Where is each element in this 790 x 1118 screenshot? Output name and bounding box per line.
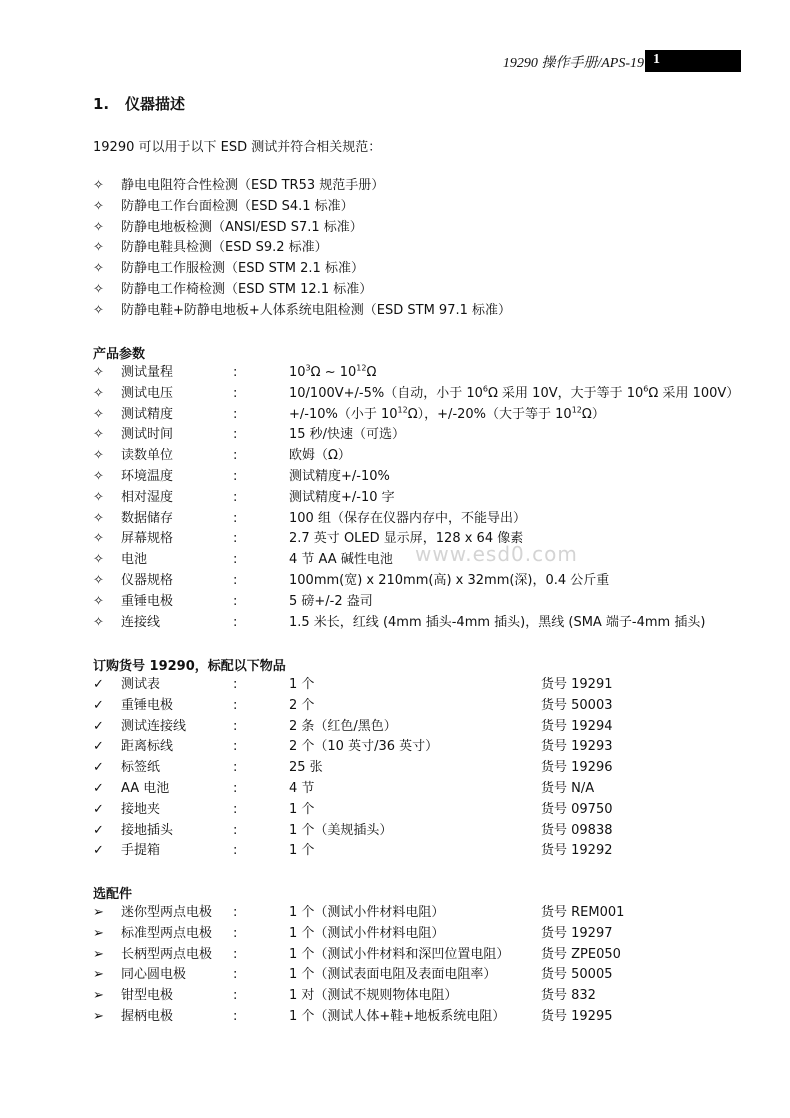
spec-row [93,509,753,530]
check-icon: ✓ [93,697,104,713]
diamond-bullet-icon: ✧ [93,219,104,235]
colon: : [233,677,238,692]
list-item [93,176,753,197]
item-quantity: 1 个（测试小件材料电阻） [289,925,445,941]
spec-label: 相对湿度 [121,489,174,505]
colon: : [233,739,238,755]
colon: : [233,697,238,713]
section-title: 仪器描述 [125,95,186,113]
arrow-bullet-icon: ➢ [93,988,104,1004]
colon: : [233,593,238,609]
list-item [93,280,753,301]
spec-value-part: 10 [289,365,306,380]
arrow-bullet-icon: ➢ [93,905,104,920]
item-quantity: 2 个 [289,697,315,713]
list-item [93,218,753,239]
part-number: 货号 19297 [541,925,613,941]
diamond-bullet-icon: ✧ [93,468,104,484]
colon: : [233,988,238,1004]
page-number-box [645,50,741,72]
colon: : [233,427,238,443]
spec-label: 测试时间 [121,427,174,443]
diamond-bullet-icon: ✧ [93,406,104,422]
part-number: 货号 09750 [541,801,613,817]
item-quantity: 1 个 [289,677,315,692]
check-icon: ✓ [93,801,104,817]
item-name: 钳型电极 [121,988,174,1004]
part-number: 货号 50005 [541,967,613,983]
item-quantity: 1 个（美规插头） [289,822,393,838]
part-number: 货号 09838 [541,822,613,838]
item-name: 距离标线 [121,739,174,755]
colon: : [233,531,238,547]
diamond-bullet-icon: ✧ [93,614,104,630]
spec-label: 测试电压 [121,385,174,401]
colon: : [233,780,238,796]
spec-exponent: 12 [397,405,408,415]
item-name: 测试表 [121,677,161,692]
colon: : [233,406,238,422]
part-number: 货号 ZPE050 [541,946,621,962]
table-row [93,986,753,1007]
colon: : [233,552,238,568]
spec-value-part: Ω [366,365,377,380]
applications-list [93,176,753,322]
diamond-bullet-icon: ✧ [93,427,104,443]
spec-value-part: Ω） [581,406,605,422]
item-quantity: 4 节 [289,780,315,796]
spec-value [289,613,705,634]
item-quantity: 2 条（红色/黑色） [289,718,397,734]
spec-value-part: 测试精度+/-10% [289,468,390,484]
spec-exponent: 3 [305,363,311,373]
diamond-bullet-icon: ✧ [93,178,104,193]
item-quantity: 1 个 [289,801,315,817]
item-quantity: 1 个 [289,843,315,859]
item-text: 防静电工作服检测（ESD STM 2.1 标准） [121,261,364,277]
part-number: 货号 19291 [541,677,613,692]
colon: : [233,510,238,526]
spec-label: 电池 [121,552,148,568]
section-number: 1. [93,95,110,113]
diamond-bullet-icon: ✧ [93,385,104,401]
spec-label: 连接线 [121,614,161,630]
item-name: 重锤电极 [121,697,174,713]
spec-value [289,509,526,530]
part-number: 货号 50003 [541,697,613,713]
check-icon: ✓ [93,822,104,838]
item-quantity: 25 张 [289,760,323,776]
standard-items-heading: 订购货号 19290，标配以下物品 [93,659,286,674]
check-icon: ✓ [93,780,104,796]
spec-value [289,550,393,571]
table-row [93,675,753,696]
item-name: 标准型两点电极 [121,925,213,941]
part-number: 货号 19293 [541,739,613,755]
colon: : [233,843,238,859]
spec-value-part: Ω 采用 10V，大于等于 10 [487,385,644,401]
item-name: 迷你型两点电极 [121,905,213,920]
table-row [93,841,753,862]
spec-value-part: 15 秒/快速（可选） [289,427,406,443]
spec-label: 测试精度 [121,406,174,422]
list-item [93,238,753,259]
list-item [93,259,753,280]
colon: : [233,468,238,484]
diamond-bullet-icon: ✧ [93,198,104,214]
item-name: 握柄电极 [121,1008,174,1024]
colon: : [233,925,238,941]
spec-value [289,425,405,446]
diamond-bullet-icon: ✧ [93,510,104,526]
check-icon: ✓ [93,843,104,859]
arrow-bullet-icon: ➢ [93,967,104,983]
spec-value-part: Ω），+/-20%（大于等于 10 [407,406,572,422]
spec-value-part: 100 组（保存在仪器内存中，不能导出） [289,510,526,526]
item-text: 防静电工作椅检测（ESD STM 12.1 标准） [121,281,373,297]
table-row [93,924,753,945]
page-header [0,50,790,72]
check-icon: ✓ [93,739,104,755]
diamond-bullet-icon: ✧ [93,531,104,547]
table-row [93,1007,753,1028]
item-quantity: 1 个（测试人体+鞋+地板系统电阻） [289,1008,506,1024]
item-name: 接地插头 [121,822,174,838]
item-text: 防静电鞋+防静电地板+人体系统电阻检测（ESD STM 97.1 标准） [121,302,512,318]
spec-exponent: 6 [482,384,488,394]
item-quantity: 1 对（测试不规则物体电阻） [289,988,458,1004]
item-quantity: 1 个（测试小件材料和深凹位置电阻） [289,946,510,962]
item-text: 静电电阻符合性检测（ESD TR53 规范手册） [121,178,385,193]
section-heading [93,93,185,114]
colon: : [233,489,238,505]
arrow-bullet-icon: ➢ [93,946,104,962]
spec-value [289,592,373,613]
colon: : [233,822,238,838]
intro-text: 19290 可以用于以下 ESD 测试并符合相关规范： [93,140,382,155]
spec-value [289,571,609,592]
arrow-bullet-icon: ➢ [93,1008,104,1024]
spec-value-part: 5 磅+/-2 盎司 [289,593,373,609]
spec-value-part: 2.7 英寸 OLED 显示屏，128 x 64 像素 [289,531,524,547]
table-row [93,779,753,800]
part-number: 货号 REM001 [541,905,625,920]
diamond-bullet-icon: ✧ [93,302,104,318]
diamond-bullet-icon: ✧ [93,448,104,464]
spec-row [93,592,753,613]
colon: : [233,572,238,588]
spec-value [289,363,376,384]
colon: : [233,1008,238,1024]
spec-value-part: 100mm(宽) x 210mm(高) x 32mm(深)，0.4 公斤重 [289,572,610,588]
options-table [93,903,753,1028]
spec-value [289,384,739,405]
diamond-bullet-icon: ✧ [93,552,104,568]
spec-label: 读数单位 [121,448,174,464]
specs-heading: 产品参数 [93,347,146,362]
part-number: 货号 19295 [541,1008,613,1024]
spec-exponent: 12 [356,363,367,373]
spec-value-part: 测试精度+/-10 字 [289,489,395,505]
part-number: 货号 19296 [541,760,613,776]
colon: : [233,365,238,380]
table-row [93,945,753,966]
spec-row [93,467,753,488]
options-heading: 选配件 [93,887,133,902]
check-icon: ✓ [93,760,104,776]
colon: : [233,385,238,401]
table-row [93,737,753,758]
list-item [93,197,753,218]
spec-value-part: 1.5 米长，红线 (4mm 插头-4mm 插头)，黑线 (SMA 端子-4mm 插头) [289,614,706,630]
part-number: 货号 832 [541,988,596,1004]
item-name: 测试连接线 [121,718,187,734]
spec-row [93,405,753,426]
spec-label: 数据储存 [121,510,174,526]
spec-row [93,425,753,446]
item-name: 标签纸 [121,760,161,776]
spec-value-part: Ω ~ 10 [310,365,357,380]
item-text: 防静电地板检测（ANSI/ESD S7.1 标准） [121,219,363,235]
spec-row [93,384,753,405]
table-row [93,903,753,924]
list-item [93,301,753,322]
part-number: 货号 19292 [541,843,613,859]
part-number: 货号 N/A [541,780,595,796]
diamond-bullet-icon: ✧ [93,240,104,256]
check-icon: ✓ [93,677,104,692]
table-row [93,821,753,842]
spec-value-part: 4 节 AA 碱性电池 [289,552,393,568]
specs-table [93,363,753,633]
spec-row [93,488,753,509]
diamond-bullet-icon: ✧ [93,281,104,297]
item-name: AA 电池 [121,780,170,796]
diamond-bullet-icon: ✧ [93,489,104,505]
item-quantity: 1 个（测试表面电阻及表面电阻率） [289,967,497,983]
item-name: 长柄型两点电极 [121,946,213,962]
colon: : [233,448,238,464]
item-name: 接地夹 [121,801,161,817]
spec-row [93,613,753,634]
diamond-bullet-icon: ✧ [93,365,104,380]
table-row [93,717,753,738]
spec-row [93,571,753,592]
colon: : [233,614,238,630]
page-number: 1 [653,52,660,67]
spec-value-part: 10/100V+/-5%（自动，小于 10 [289,385,483,401]
arrow-bullet-icon: ➢ [93,925,104,941]
diamond-bullet-icon: ✧ [93,572,104,588]
item-quantity: 2 个（10 英寸/36 英寸） [289,739,439,755]
manual-title: 19290 操作手册/APS-19 [502,56,644,71]
spec-row [93,363,753,384]
item-text: 防静电鞋具检测（ESD S9.2 标准） [121,240,328,256]
item-quantity: 1 个（测试小件材料电阻） [289,905,445,920]
spec-value [289,405,605,426]
table-row [93,965,753,986]
spec-value-part: +/-10%（小于 10 [289,406,398,422]
item-text: 防静电工作台面检测（ESD S4.1 标准） [121,198,354,214]
spec-label: 仪器规格 [121,572,174,588]
spec-value-part: Ω 采用 100V） [648,385,740,401]
part-number: 货号 19294 [541,718,613,734]
spec-label: 重锤电极 [121,593,174,609]
table-row [93,696,753,717]
spec-row [93,446,753,467]
spec-value-part: 欧姆（Ω） [289,448,351,464]
item-name: 手提箱 [121,843,161,859]
spec-label: 屏幕规格 [121,531,174,547]
colon: : [233,718,238,734]
spec-value [289,488,395,509]
spec-value [289,467,390,488]
colon: : [233,946,238,962]
spec-value [289,446,351,467]
spec-label: 环境温度 [121,468,174,484]
watermark: www.esd0.com [415,542,578,566]
diamond-bullet-icon: ✧ [93,593,104,609]
check-icon: ✓ [93,718,104,734]
colon: : [233,905,238,920]
table-row [93,758,753,779]
colon: : [233,801,238,817]
diamond-bullet-icon: ✧ [93,261,104,277]
colon: : [233,760,238,776]
item-name: 同心圆电极 [121,967,187,983]
standard-items-table [93,675,753,862]
spec-exponent: 12 [571,405,582,415]
colon: : [233,967,238,983]
table-row [93,800,753,821]
spec-exponent: 6 [643,384,649,394]
spec-label: 测试量程 [121,365,174,380]
